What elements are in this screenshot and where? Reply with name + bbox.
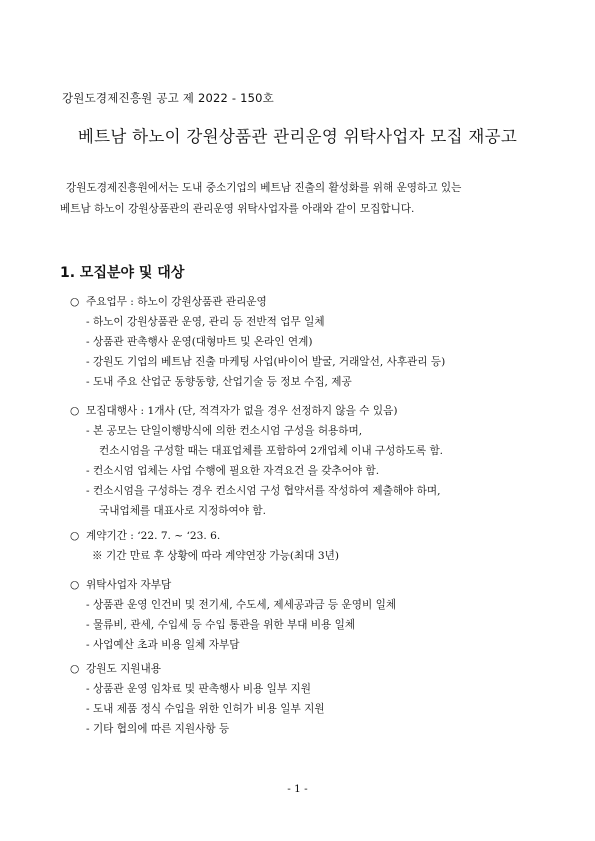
bullet-group-support bbox=[70, 660, 325, 739]
list-item: - 상품관 판촉행사 운영(대형마트 및 온라인 연계) bbox=[86, 336, 313, 348]
circle-bullet-icon: ○ bbox=[70, 405, 80, 417]
list-item: - 기타 협의에 따른 지원사항 등 bbox=[86, 723, 230, 735]
list-item: - 컨소시엄을 구성하는 경우 컨소시엄 구성 협약서를 작성하여 제출해야 하며, bbox=[86, 485, 441, 497]
circle-bullet-icon: ○ bbox=[70, 530, 80, 542]
bullet-group-duties bbox=[70, 293, 445, 392]
bullet-group-self-burden bbox=[70, 576, 396, 655]
bullet-group-contract bbox=[70, 527, 339, 566]
list-item: - 하노이 강원상품관 운영, 관리 등 전반적 업무 일체 bbox=[86, 316, 325, 328]
bullet-head bbox=[70, 293, 445, 312]
page-number: - 1 - bbox=[287, 783, 308, 795]
circle-bullet-icon: ○ bbox=[70, 663, 80, 675]
list-item-continuation: 국내업체를 대표사로 지정하여야 함. bbox=[99, 505, 266, 517]
bullet-head-text: 위탁사업자 자부담 bbox=[86, 579, 172, 591]
bullet-group-recruit bbox=[70, 402, 443, 521]
circle-bullet-icon: ○ bbox=[70, 579, 80, 591]
notice-number: 강원도경제진흥원 공고 제 2022 - 150호 bbox=[62, 91, 274, 105]
bullet-head bbox=[70, 402, 443, 421]
circle-bullet-icon: ○ bbox=[70, 296, 80, 308]
document-title: 베트남 하노이 강원상품관 관리운영 위탁사업자 모집 재공고 bbox=[77, 127, 518, 146]
list-item-continuation: 컨소시엄을 구성할 때는 대표업체를 포함하여 2개업체 이내 구성하도록 함. bbox=[99, 445, 444, 457]
list-item: - 상품관 운영 인건비 및 전기세, 수도세, 제세공과금 등 운영비 일체 bbox=[86, 599, 397, 611]
intro-line: 베트남 하노이 강원상품관의 관리운영 위탁사업자를 아래와 같이 모집합니다. bbox=[60, 203, 415, 215]
list-item: - 컨소시엄 업체는 사업 수행에 필요한 자격요건 을 갖추어야 함. bbox=[86, 465, 380, 477]
note-item: ※ 기간 만료 후 상황에 따라 계약연장 가능(최대 3년) bbox=[92, 550, 339, 562]
bullet-head bbox=[70, 527, 339, 546]
list-item: - 강원도 기업의 베트남 진출 마케팅 사업(바이어 발굴, 거래알선, 사후관리 등) bbox=[86, 356, 446, 368]
bullet-head-text: 강원도 지원내용 bbox=[86, 663, 162, 675]
list-item: - 물류비, 관세, 수입세 등 수입 통관을 위한 부대 비용 일체 bbox=[86, 619, 356, 631]
bullet-head bbox=[70, 660, 325, 679]
list-item: - 본 공모는 단일이행방식에 의한 컨소시엄 구성을 허용하며, bbox=[86, 425, 363, 437]
list-item: - 상품관 운영 임차료 및 판촉행사 비용 일부 지원 bbox=[86, 683, 311, 695]
bullet-head-text: 주요업무 : 하노이 강원상품관 관리운영 bbox=[86, 296, 267, 308]
intro-paragraph bbox=[60, 178, 461, 220]
section-heading: 1. 모집분야 및 대상 bbox=[60, 265, 185, 281]
bullet-head-text: 계약기간 : ‘22. 7. ~ ‘23. 6. bbox=[86, 530, 221, 542]
list-item: - 사업예산 초과 비용 일체 자부담 bbox=[86, 639, 240, 651]
bullet-head bbox=[70, 576, 396, 595]
intro-line: 강원도경제진흥원에서는 도내 중소기업의 베트남 진출의 활성화를 위해 운영하고 있는 bbox=[66, 182, 462, 194]
bullet-head-text: 모집대행사 : 1개사 (단, 적격자가 없을 경우 선정하지 않을 수 있음) bbox=[86, 405, 398, 417]
list-item: - 도내 제품 정식 수입을 위한 인허가 비용 일부 지원 bbox=[86, 703, 325, 715]
list-item: - 도내 주요 산업군 동향동향, 산업기술 등 정보 수집, 제공 bbox=[86, 376, 352, 388]
